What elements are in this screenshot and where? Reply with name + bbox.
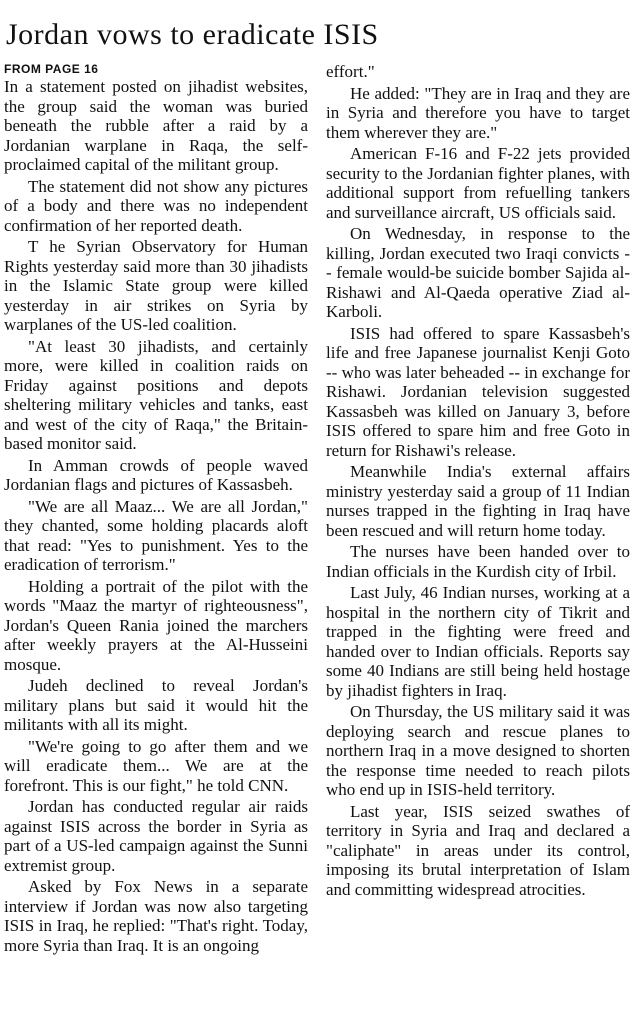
paragraph: On Wednesday, in response to the killing, Jordan executed two Iraqi convicts -- female would-be suicide bomber Sajida al-Rishawi and Al-Qaeda operative Ziad al-Karboli. — [326, 224, 630, 321]
paragraph: Asked by Fox News in a separate interview if Jordan was now also targeting ISIS in Iraq, he replied: "That's right. Today, more Syria than Iraq. It is an ongoing — [4, 877, 308, 955]
paragraph: American F-16 and F-22 jets provided security to the Jordanian fighter planes, with additional support from refuelling tankers and surveillance aircraft, US officials said. — [326, 144, 630, 222]
paragraph: "We're going to go after them and we will eradicate them... We are at the forefront. This is our fight," he told CNN. — [4, 736, 308, 795]
paragraph: Last July, 46 Indian nurses, working at a hospital in the northern city of Tikrit and trapped in the fighting were freed and handed over to Indian officials. Reports say some 40 Indians are still being held hostage by jihadist fighters in Iraq. — [326, 583, 630, 700]
dateline: FROM PAGE 16 — [4, 62, 99, 76]
paragraph: Meanwhile India's external affairs ministry yesterday said a group of 11 Indian nurses trapped in the fighting in Iraq have been rescued and will return home today. — [326, 462, 630, 540]
left-column — [4, 62, 308, 957]
paragraph: The statement did not show any pictures of a body and there was no independent confirmation of her reported death. — [4, 176, 308, 235]
paragraph: ISIS had offered to spare Kassasbeh's life and free Japanese journalist Kenji Goto -- who was later beheaded -- in exchange for Rishawi. Jordanian television suggested Kassasbeh was killed on January 3, before ISIS offered to spare him and free Goto in return for Rishawi's release. — [326, 323, 630, 460]
paragraph: Holding a portrait of the pilot with the words "Maaz the martyr of righteousness", Jordan's Queen Rania joined the marchers after weekly prayers at the Al-Husseini mosque. — [4, 576, 308, 674]
paragraph: Judeh declined to reveal Jordan's military plans but said it would hit the militants with all its might. — [4, 676, 308, 734]
right-column — [326, 62, 630, 957]
paragraph: The nurses have been handed over to Indian officials in the Kurdish city of Irbil. — [326, 542, 630, 581]
article-columns — [4, 62, 638, 957]
paragraph: In a statement posted on jihadist websites, the group said the woman was buried beneath the rubble after a raid by a Jordanian warplane in Raqa, the self-proclaimed capital of the militant group. — [4, 77, 308, 174]
paragraph: Last year, ISIS seized swathes of territory in Syria and Iraq and declared a "caliphate" in areas under its control, imposing its brutal interpretation of Islam and committing widespread atrocities. — [326, 801, 630, 899]
paragraph: In Amman crowds of people waved Jordanian flags and pictures of Kassasbeh. — [4, 455, 308, 494]
paragraph: "At least 30 jihadists, and certainly more, were killed in coalition raids on Friday against positions and depots sheltering military vehicles and tanks, east and west of the city of Raqa," the Britain-based monitor said. — [4, 336, 308, 453]
paragraph-continuation: effort." — [326, 62, 375, 81]
paragraph: On Thursday, the US military said it was deploying search and rescue planes to northern Iraq in a move designed to shorten the response time needed to reach pilots who end up in ISIS-held territory. — [326, 702, 630, 799]
paragraph: Jordan has conducted regular air raids against ISIS across the border in Syria as part of a US-led campaign against the Sunni extremist group. — [4, 797, 308, 875]
paragraph: T he Syrian Observatory for Human Rights yesterday said more than 30 jihadists in the Islamic State group were killed yesterday in air strikes on Syria by warplanes of the US-led coalition. — [4, 237, 308, 334]
paragraph: He added: "They are in Iraq and they are in Syria and therefore you have to target them wherever they are." — [326, 83, 630, 142]
headline: Jordan vows to eradicate ISIS — [6, 18, 379, 51]
paragraph: "We are all Maaz... We are all Jordan," they chanted, some holding placards aloft that read: "Yes to punishment. Yes to the eradication of terrorism." — [4, 496, 308, 574]
